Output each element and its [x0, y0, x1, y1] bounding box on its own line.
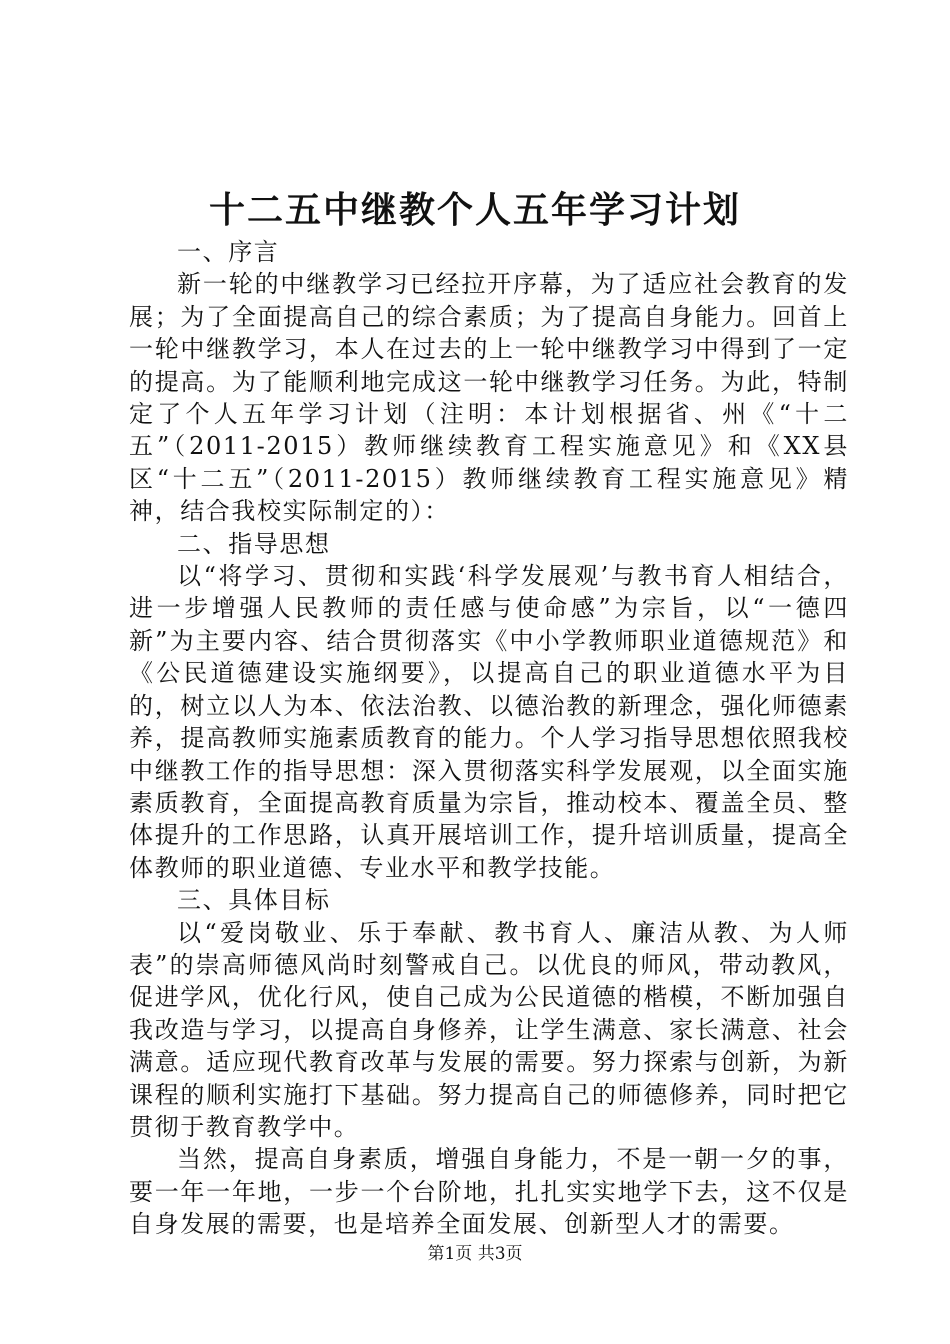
page-footer: 第1页 共3页 [427, 1244, 523, 1264]
document-body [129, 236, 849, 1241]
paragraph-specific-goals: 以“爱岗敬业、乐于奉献、教书育人、廉洁从教、为人师表”的崇高师德风尚时刻警戒自己。以优良的师风，带动教风，促进学风，优化行风，使自己成为公民道德的楷模，不断加强自我改造与学习，以提高自身修养，让学生满意、家长满意、社会满意。适应现代教育改革与发展的需要。努力探索与创新，为新课程的顺利实施打下基础。努力提高自己的师德修养，同时把它贯彻于教育教学中。 [129, 918, 849, 1141]
paragraph-conclusion: 当然，提高自身素质，增强自身能力，不是一朝一夕的事，要一年一年地，一步一个台阶地，扎扎实实地学下去，这不仅是自身发展的需要，也是培养全面发展、创新型人才的需要。 [129, 1145, 849, 1239]
paragraph-guiding-ideology: 以“将学习、贯彻和实践‘科学发展观’与教书育人相结合，进一步增强人民教师的责任感与使命感”为宗旨，以“一德四新”为主要内容、结合贯彻落实《中小学教师职业道德规范》和《公民道德建设实施纲要》，以提高自己的职业道德水平为目的，树立以人为本、依法治教、以德治教的新理念，强化师德素养，提高教师实施素质教育的能力。个人学习指导思想依照我校中继教工作的指导思想：深入贯彻落实科学发展观，以全面实施素质教育，全面提高教育质量为宗旨，推动校本、覆盖全员、整体提升的工作思路，认真开展培训工作，提升培训质量，提高全体教师的职业道德、专业水平和教学技能。 [129, 562, 849, 882]
document-title: 十二五中继教个人五年学习计划 [208, 189, 741, 231]
section-heading-guiding-ideology: 二、指导思想 [177, 529, 331, 558]
paragraph-preface: 新一轮的中继教学习已经拉开序幕，为了适应社会教育的发展；为了全面提高自己的综合素质；为了提高自身能力。回首上一轮中继教学习，本人在过去的上一轮中继教学习中得到了一定的提高。为了能顺利地完成这一轮中继教学习任务。为此，特制定了个人五年学习计划（注明：本计划根据省、州《“十二五”（2011-2015）教师继续教育工程实施意见》和《XX县区“十二五”（2011-2015）教师继续教育工程实施意见》精神，结合我校实际制定的）： [129, 270, 849, 526]
section-heading-specific-goals: 三、具体目标 [177, 886, 331, 915]
section-heading-preface: 一、序言 [177, 238, 280, 266]
